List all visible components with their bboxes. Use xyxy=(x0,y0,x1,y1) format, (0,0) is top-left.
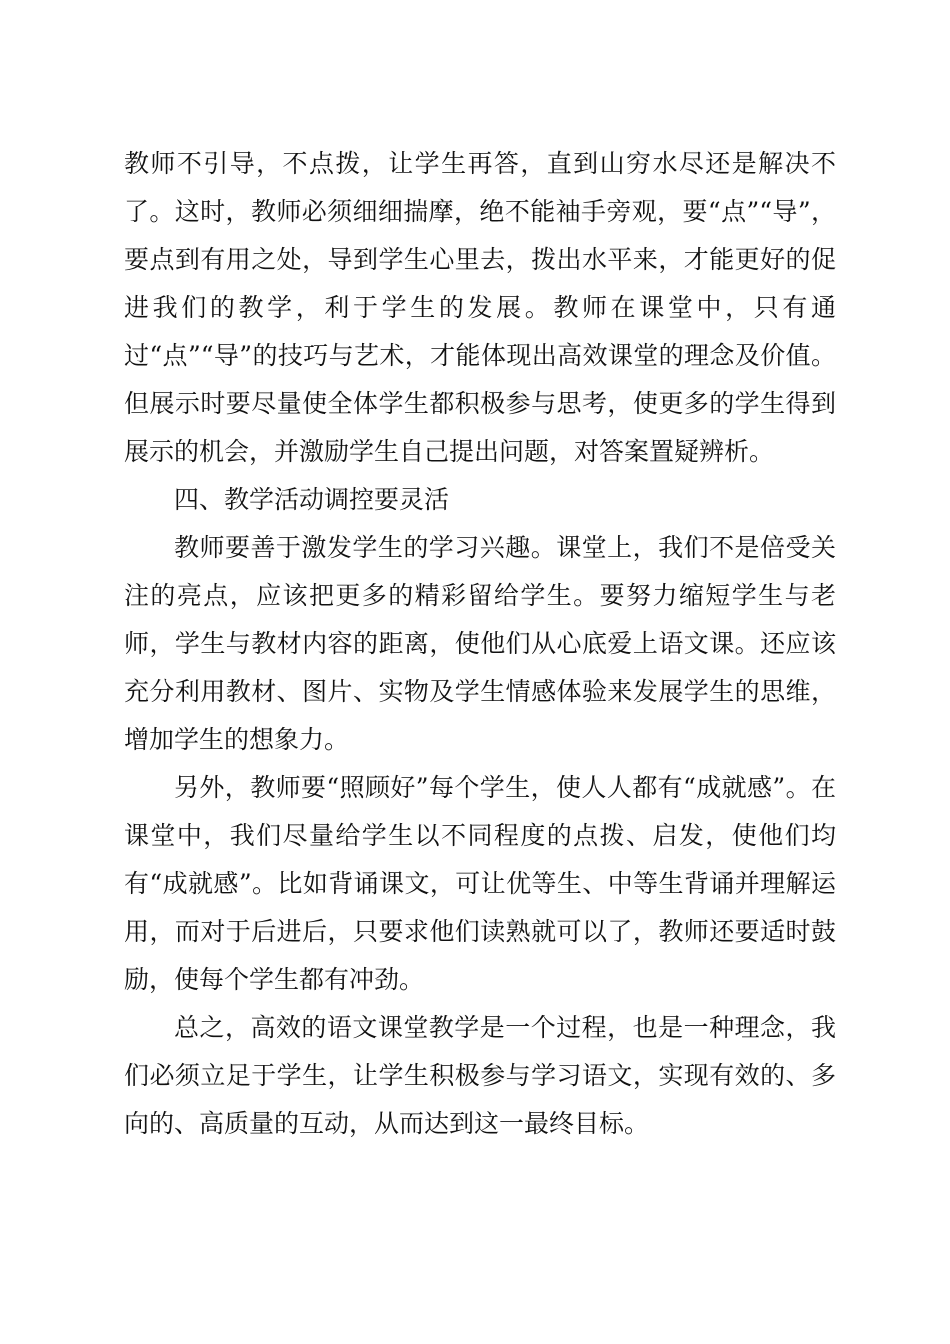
paragraph: 教师要善于激发学生的学习兴趣。课堂上，我们不是倍受关注的亮点，应该把更多的精彩留给学生。要努力缩短学生与老师，学生与教材内容的距离，使他们从心底爱上语文课。还应该充分利用教材、图片、实物及学生情感体验来发展学生的思维，增加学生的想象力。 xyxy=(124,533,836,754)
paragraph-continuation: 教师不引导，不点拨，让学生再答，直到山穷水尽还是解决不了。这时，教师必须细细揣摩，绝不能袖手旁观，要“点”“导”，要点到有用之处，导到学生心里去，拨出水平来，才能更好的促进我们的教学，利于学生的发展。教师在课堂中，只有通过“点”“导”的技巧与艺术，才能体现出高效课堂的理念及价值。但展示时要尽量使全体学生都积极参与思考，使更多的学生得到展示的机会，并激励学生自己提出问题，对答案置疑辨析。 xyxy=(124,149,836,466)
document-body xyxy=(124,140,836,1148)
section-heading: 四、教学活动调控要灵活 xyxy=(174,485,450,514)
paragraph: 另外，教师要“照顾好”每个学生，使人人都有“成就感”。在课堂中，我们尽量给学生以不同程度的点拨、启发，使他们均有“成就感”。比如背诵课文，可让优等生、中等生背诵并理解运用，而对于后进后，只要求他们读熟就可以了，教师还要适时鼓励，使每个学生都有冲劲。 xyxy=(124,773,836,994)
paragraph-conclusion: 总之，高效的语文课堂教学是一个过程，也是一种理念，我们必须立足于学生，让学生积极参与学习语文，实现有效的、多向的、高质量的互动，从而达到这一最终目标。 xyxy=(124,1013,836,1138)
